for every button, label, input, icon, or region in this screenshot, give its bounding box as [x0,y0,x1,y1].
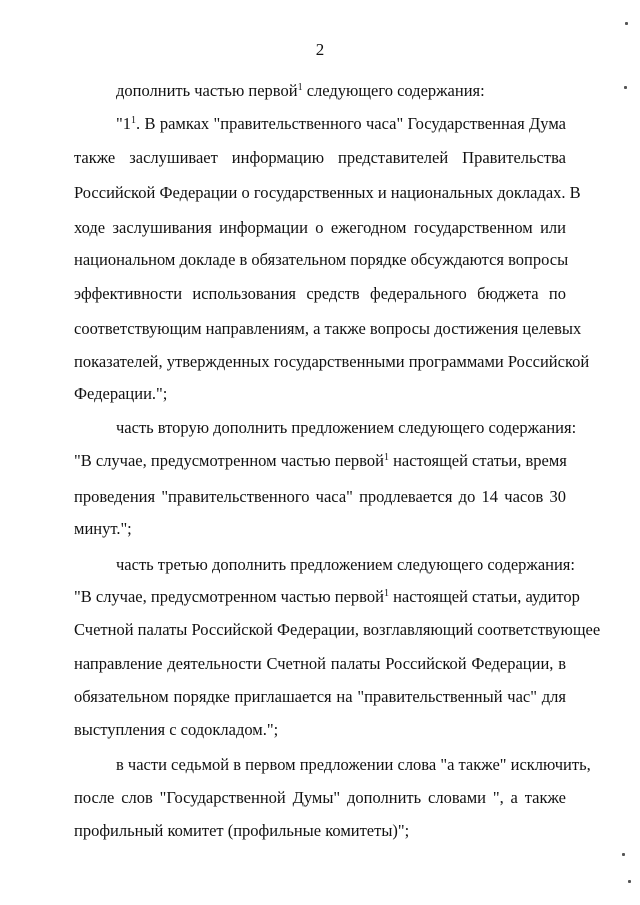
text-line: направление деятельности Счетной палаты Российской Федерации, в [74,654,566,673]
text-line: "В случае, предусмотренном частью первой$^1$ настоящей статьи, время [74,451,567,470]
text-line: профильный комитет (профильные комитеты)"; [74,821,410,840]
text-line: часть третью дополнить предложением следующего содержания: [116,555,575,574]
scan-speck [628,880,631,883]
text-line: национальном докладе в обязательном порядке обсуждаются вопросы [74,250,569,269]
text-line: после слов "Государственной Думы" дополнить словами ", а также [74,788,566,807]
text-line: Федерации."; [74,384,168,403]
text-line: показателей, утвержденных государственными программами Российской [74,352,590,371]
text-line: "В случае, предусмотренном частью первой$^1$ настоящей статьи, аудитор [74,587,580,606]
text-line: эффективности использования средств федерального бюджета по [74,284,566,303]
text-line: выступления с содокладом."; [74,720,279,739]
text-line: "$1^1$. В рамках "правительственного часа" Государственная Дума [116,114,566,133]
scan-speck [625,22,628,25]
text-line: часть вторую дополнить предложением следующего содержания: [116,418,577,437]
text-line: также заслушивает информацию представителей Правительства [74,148,566,167]
text-line: обязательном порядке приглашается на "правительственный час" для [74,687,566,706]
scan-speck [622,853,625,856]
text-line: минут."; [74,519,132,538]
text-line: Счетной палаты Российской Федерации, возглавляющий соответствующее [74,620,601,639]
text-line: проведения "правительственного часа" продлевается до 14 часов 30 [74,487,566,506]
scan-speck [624,86,627,89]
text-line: дополнить частью первой$^1$ следующего содержания: [116,81,485,100]
text-line: соответствующим направлениям, а также вопросы достижения целевых [74,319,582,338]
text-line: Российской Федерации о государственных и национальных докладах. В [74,183,581,202]
text-line: ходе заслушивания информации о ежегодном государственном или [74,218,566,237]
page-number: 2 [315,40,325,59]
text-line: в части седьмой в первом предложении слова "а также" исключить, [116,755,591,774]
